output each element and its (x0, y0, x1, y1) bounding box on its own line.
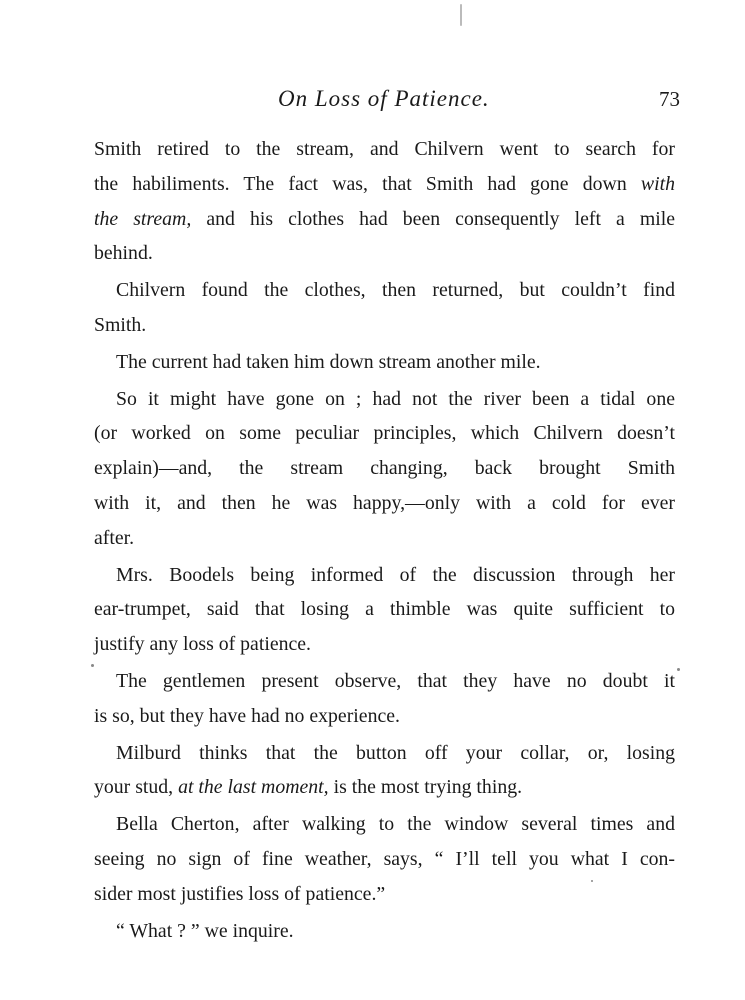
text-run: So it might have gone on ; had not the river been a tidal one (116, 387, 675, 410)
text-line (94, 664, 675, 699)
text-line (94, 273, 675, 308)
text-run: explain)—and, the stream changing, back brought Smith (94, 457, 675, 480)
text-run: the habiliments. The fact was, that Smith had gone down (94, 172, 641, 195)
running-title: On Loss of Patience. (278, 86, 490, 111)
text-run: with it, and then he was happy,—only with a cold for ever (94, 491, 675, 514)
text-line (94, 627, 675, 662)
text-run: Milburd thinks that the button off your collar, or, losing (116, 741, 675, 764)
text-line (94, 736, 675, 771)
text-line (94, 807, 675, 842)
text-line (94, 770, 675, 805)
text-run: Mrs. Boodels being informed of the discussion through her (116, 563, 675, 586)
text-run: seeing no sign of fine weather, says, “ I’ll tell you what I con- (94, 847, 675, 870)
text-line (94, 699, 675, 734)
text-line (94, 236, 675, 271)
text-line (94, 451, 675, 486)
text-line (94, 345, 675, 380)
text-line (94, 877, 675, 912)
italic-text: the stream, (94, 207, 192, 230)
paragraph (94, 736, 675, 806)
paragraph (94, 345, 675, 380)
text-run: Smith retired to the stream, and Chilvern went to search for (94, 138, 675, 160)
text-line (94, 382, 675, 417)
body-text (94, 132, 675, 948)
text-line (94, 167, 675, 202)
text-line (94, 521, 675, 556)
text-run: justify any loss of patience. (94, 633, 311, 656)
paragraph (94, 382, 675, 556)
scan-speck (591, 880, 593, 882)
text-run: is so, but they have had no experience. (94, 704, 400, 727)
paragraph (94, 558, 675, 662)
text-run: sider most justifies loss of patience.” (94, 882, 386, 905)
text-line (94, 592, 675, 627)
text-line (94, 308, 675, 343)
text-run: Bella Cherton, after walking to the window several times and (116, 813, 675, 836)
scan-speck (460, 4, 462, 26)
text-line (94, 842, 675, 877)
italic-text: at the last moment, (178, 776, 329, 799)
text-run: (or worked on some peculiar principles, which Chilvern doesn’t (94, 422, 675, 445)
paragraph (94, 132, 675, 271)
text-run: ear-trumpet, said that losing a thimble was quite sufficient to (94, 598, 675, 621)
paragraph (94, 914, 675, 949)
text-run: your stud, (94, 776, 179, 799)
text-line (94, 132, 675, 167)
text-line (94, 416, 675, 451)
text-run: is the most trying thing. (328, 776, 523, 799)
text-run: Smith. (94, 313, 147, 336)
scan-speck (677, 668, 680, 671)
text-run: Chilvern found the clothes, then returned, but couldn’t find (116, 279, 675, 302)
paragraph (94, 807, 675, 911)
text-line (94, 914, 675, 949)
paragraph (94, 664, 675, 734)
text-line (94, 486, 675, 521)
scan-speck (91, 664, 94, 667)
text-run: “ What ? ” we inquire. (116, 919, 294, 942)
text-run: The current had taken him down stream another mile. (116, 350, 541, 373)
page-number: 73 (659, 87, 680, 111)
text-run: after. (94, 526, 135, 549)
italic-text: with (640, 172, 675, 195)
paragraph (94, 273, 675, 343)
text-line (94, 202, 675, 237)
text-run: behind. (94, 242, 153, 265)
page-header (94, 86, 680, 116)
text-line (94, 558, 675, 593)
text-run: and his clothes had been consequently left a mile (191, 207, 675, 230)
text-run: The gentlemen present observe, that they have no doubt it (116, 669, 675, 692)
